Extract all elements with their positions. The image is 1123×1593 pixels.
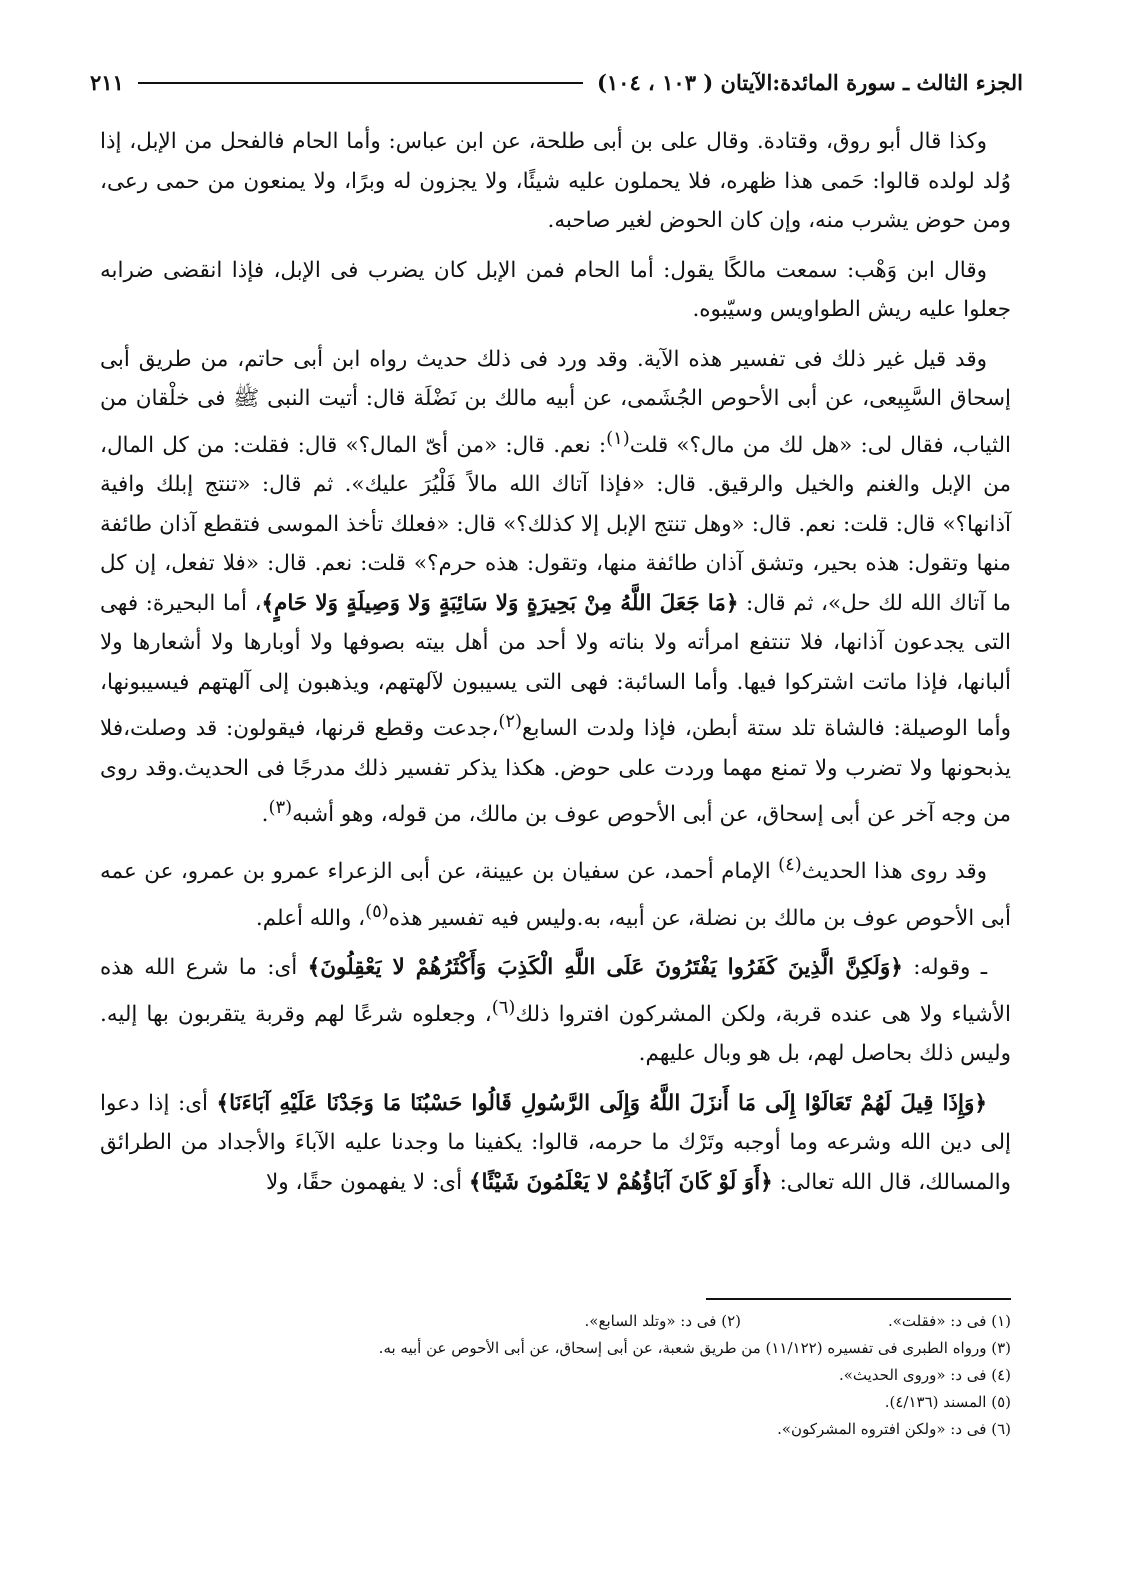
footnote: (٥) المسند (٤/١٣٦). xyxy=(884,1393,1011,1411)
text: . xyxy=(261,802,269,828)
paragraph: وقال ابن وَهْب: سمعت مالكًا يقول: أما الحام فمن الإبل كان يضرب فى الإبل، فإذا انقضى ضرابه جعلوا عليه ريش الطواويس وسيّبوه. xyxy=(100,257,1011,322)
footnote: (٤) فى د: «وروى الحديث». xyxy=(838,1366,1011,1384)
footnote-ref: (١) xyxy=(606,427,630,449)
quran-verse: ﴿مَا جَعَلَ اللَّهُ مِنْ بَحِيرَةٍ وَلا سَائِبَةٍ وَلا وَصِيلَةٍ وَلا حَامٍ﴾ xyxy=(261,590,739,616)
main-text xyxy=(100,122,1011,1212)
footnote-divider xyxy=(706,1298,1011,1300)
footnote-ref: (٤) xyxy=(778,853,802,875)
text: وقد قيل غير ذلك فى تفسير هذه الآية. وقد ورد فى ذلك حديث رواه ابن أبى حاتم، من طريق أبى إسحاق السَّبِيعى، عن أبى الأحوص الجُشَمى، عن أبيه مالك بن نَضْلَة قال: أتيت النبى ﷺ فى خلْقان من الثياب، فقال لى: «هل لك من مال؟» قلت xyxy=(100,346,1012,458)
footnote: (٢) فى د: «وتلد السابع». xyxy=(584,1312,741,1330)
footnote-ref: (٥) xyxy=(365,900,389,922)
text: أى: إذا دعوا إلى دين الله وشرعه وما أوجبه وتَرْك ما حرمه، قالوا: يكفينا ما وجدنا عليه الآباءَ والأجداد من الطرائق والمسالك، قال الله تعالى: xyxy=(100,1090,1011,1195)
text: ، وجعلوه شرعًا لهم وقربة يتقربون بها إليه. وليس ذلك بحاصل لهم، بل هو وبال عليهم. xyxy=(100,1001,1011,1067)
footnote-ref: (٢) xyxy=(498,711,523,733)
paragraph xyxy=(100,1084,1011,1203)
text: وقد روى هذا الحديث xyxy=(801,859,988,885)
header-rule xyxy=(138,82,583,84)
footnote: (١) فى د: «فقلت». xyxy=(887,1312,1011,1330)
quran-verse: ﴿وَلَكِنَّ الَّذِينَ كَفَرُوا يَفْتَرُونَ عَلَى اللَّهِ الْكَذِبَ وَأَكْثَرُهُمْ لا يَعْقِلُونَ﴾ xyxy=(307,955,903,981)
header-title: الجزء الثالث ـ سورة المائدة:الآيتان ( ١٠٣ ، ١٠٤) xyxy=(596,70,1023,95)
text: أى: ما شرع الله هذه الأشياء ولا هى عنده قربة، ولكن المشركون افتروا ذلك xyxy=(100,955,1011,1027)
paragraph xyxy=(100,340,1011,835)
quran-verse: ﴿وَإِذَا قِيلَ لَهُمْ تَعَالَوْا إِلَى مَا أَنزَلَ اللَّهُ وَإِلَى الرَّسُولِ قَالُوا حَسْبُنَا مَا وَجَدْنَا عَلَيْهِ آبَاءَنَا﴾ xyxy=(216,1090,987,1116)
text: ، والله أعلم. xyxy=(255,905,366,931)
text: أى: لا يفهمون حقًا، ولا xyxy=(266,1169,469,1195)
text: : نعم. قال: «من أىّ المال؟» قال: فقلت: من كل المال، من الإبل والغنم والخيل والرقيق. قال: «فإذا آتاك الله مالاً فَلْيُرَ عليك». ثم قال: «تنتج إبلك وافية آذانها؟» قال: قلت: نعم. قال: «وهل تنتج الإبل إلا كذلك؟» قال: «فعلك تأخذ الموسى فتقطع آذان طائفة منها وتقول: هذه بحير، وتشق آذان طائفة منها، وتقول: هذه حرم؟» قلت: نعم. قال: «فلا تفعل، إن كل ما آتاك الله لك حل»، ثم قال: xyxy=(100,432,1011,616)
text: ،جدعت وقطع قرنها، فيقولون: قد وصلت،فلا يذبحونها ولا تضرب ولا تمنع مهما وردت على حوض. هكذا يذكر تفسير ذلك مدرجًا فى الحديث.وقد روى من وجه آخر عن أبى إسحاق، عن أبى الأحوص عوف بن مالك، من قوله، وهو أشبه xyxy=(100,716,1011,828)
footnote-ref: (٦) xyxy=(491,996,516,1018)
text: الإمام أحمد، عن سفيان بن عيينة، عن أبى الزعراء عمرو بن عمرو، عن عمه أبى الأحوص عوف بن مالك بن نضلة، عن أبيه، به.وليس فيه تفسير هذه xyxy=(100,859,1011,931)
footnote-ref: (٣) xyxy=(268,797,293,819)
quran-verse: ﴿أَوَ لَوْ كَانَ آبَاؤُهُمْ لا يَعْلَمُونَ شَيْئًا﴾ xyxy=(468,1169,773,1195)
paragraph xyxy=(100,845,1011,938)
page-number: ٢١١ xyxy=(90,70,124,95)
footnote-row xyxy=(100,1308,1011,1335)
footnote: (٣) ورواه الطبرى فى تفسيره (١١/١٢٢) من طريق شعبة، عن أبى إسحاق، عن أبى الأحوص عن أبيه به. xyxy=(378,1339,1011,1357)
text: ـ وقوله: xyxy=(902,955,988,981)
footnote: (٦) فى د: «ولكن افتروه المشركون». xyxy=(777,1420,1011,1438)
paragraph xyxy=(100,948,1011,1074)
running-header xyxy=(90,70,1023,95)
paragraph: وكذا قال أبو روق، وقتادة. وقال على بن أبى طلحة، عن ابن عباس: وأما الحام فالفحل من الإبل، إذا وُلد لولده قالوا: حَمى هذا ظهره، فلا يحملون عليه شيئًا، ولا يجزون له وبرًا، ولا يمنعون من حمى رعى، ومن حوض يشرب منه، وإن كان الحوض لغير صاحبه. xyxy=(100,129,1011,233)
footnotes xyxy=(100,1308,1011,1443)
text: ، أما البحيرة: فهى التى يجدعون آذانها، فلا تنتفع امرأته ولا بناته ولا أحد من أهل بيته بصوفها ولا أوبارها ولا أشعارها ولا ألبانها، فإذا ماتت اشتركوا فيها. وأما السائبة: فهى التى يسيبون لآلهتهم، ويذهبون إلى آلهتهم فيسيبونها، وأما الوصيلة: فالشاة تلد ستة أبطن، فإذا ولدت السابع xyxy=(100,590,1011,742)
